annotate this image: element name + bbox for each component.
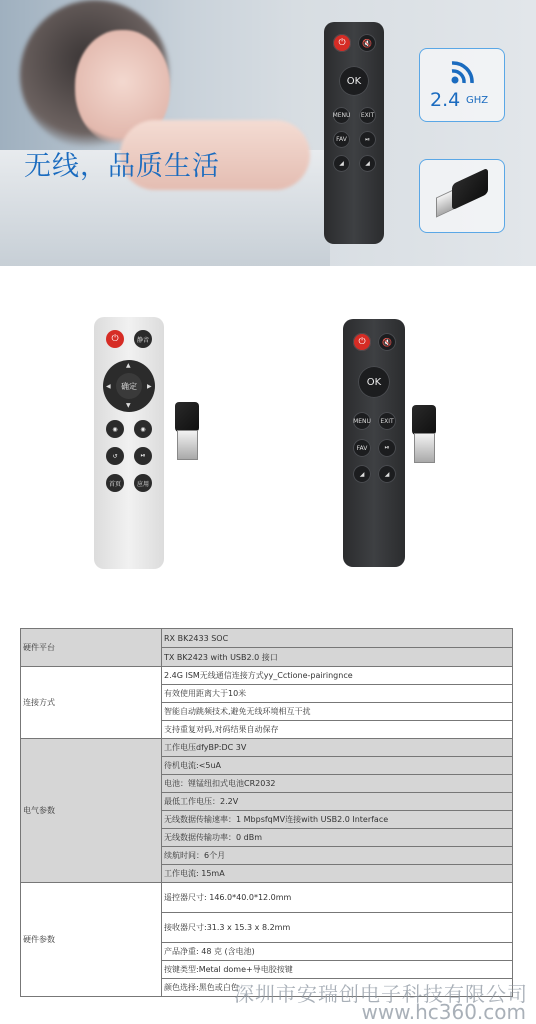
usb-dongle-right bbox=[409, 405, 437, 465]
table-row bbox=[21, 629, 513, 648]
black-remote bbox=[343, 319, 405, 567]
play-pause-icon: ⏯ bbox=[384, 444, 390, 451]
spec-cell: 无线数据传输速率：1 MbpsfqMV连接with USB2.0 Interface bbox=[162, 811, 513, 829]
play-pause-button bbox=[378, 439, 396, 457]
dongle-card bbox=[419, 159, 505, 233]
spec-cell: 智能自动跳频技术,避免无线环境相互干扰 bbox=[162, 703, 513, 721]
category-hardware: 硬件平台 bbox=[21, 629, 162, 667]
fav-button: FAV bbox=[353, 439, 371, 457]
power-button bbox=[333, 34, 351, 52]
home-button: 首页 bbox=[106, 474, 124, 492]
wifi-icon bbox=[450, 57, 476, 85]
spec-cell: 无线数据传输功率：0 dBm bbox=[162, 829, 513, 847]
spec-cell: 电池：锂锰纽扣式电池CR2032 bbox=[162, 775, 513, 793]
spec-cell: 产品净重: 48 克 (含电池) bbox=[162, 943, 513, 961]
play-pause-icon: ⏯ bbox=[140, 452, 146, 459]
spec-cell: 工作电流: 15mA bbox=[162, 865, 513, 883]
exit-button: EXIT bbox=[359, 107, 376, 124]
frequency-unit: GHZ bbox=[466, 95, 489, 106]
spec-cell: 有效使用距离大于10米 bbox=[162, 685, 513, 703]
volume-up-icon: ◉ bbox=[140, 425, 146, 433]
frequency-number: 2.4 bbox=[430, 89, 461, 111]
power-button bbox=[353, 333, 371, 351]
volume-up-icon: ◢ bbox=[384, 470, 390, 478]
banner-remote bbox=[324, 22, 384, 244]
power-button bbox=[106, 330, 124, 348]
arrow-down-icon: ▼ bbox=[126, 402, 131, 409]
mute-button bbox=[358, 34, 376, 52]
table-row bbox=[21, 739, 513, 757]
spec-cell: 颜色选择:黑色或白色 bbox=[162, 979, 513, 997]
slogan-text: 无线，品质生活 bbox=[24, 151, 220, 182]
category-connection: 连接方式 bbox=[21, 667, 162, 739]
volume-up-button bbox=[359, 155, 376, 172]
power-icon: ⏻ bbox=[358, 337, 366, 347]
spec-cell: TX BK2423 with USB2.0 接口 bbox=[162, 648, 513, 667]
category-electrical: 电气参数 bbox=[21, 739, 162, 883]
table-row bbox=[21, 883, 513, 913]
spec-cell: 2.4G ISM无线通信连接方式yy_Cctione-pairingnce bbox=[162, 667, 513, 685]
menu-button: MENU bbox=[333, 107, 350, 124]
spec-table bbox=[20, 628, 513, 997]
play-pause-button bbox=[359, 131, 376, 148]
spec-cell: 支持重复对码,对码结果自动保存 bbox=[162, 721, 513, 739]
fav-button: FAV bbox=[333, 131, 350, 148]
category-hardware-params: 硬件参数 bbox=[21, 883, 162, 997]
spec-cell: 遥控器尺寸: 146.0*40.0*12.0mm bbox=[162, 883, 513, 913]
back-button bbox=[106, 447, 124, 465]
white-remote bbox=[94, 317, 164, 569]
volume-down-icon: ◢ bbox=[339, 160, 344, 167]
frequency-card bbox=[419, 48, 505, 122]
ok-button: 确定 bbox=[116, 373, 142, 399]
volume-down-button bbox=[333, 155, 350, 172]
volume-down-button bbox=[353, 465, 371, 483]
mute-icon: 🔇 bbox=[362, 38, 372, 48]
spec-cell: 最低工作电压：2.2V bbox=[162, 793, 513, 811]
spec-cell: 续航时间：6个月 bbox=[162, 847, 513, 865]
watermark-site: www.hc360.com bbox=[361, 1000, 526, 1024]
power-icon: ⏻ bbox=[111, 334, 119, 344]
watermark-company: 深圳市安瑞创电子科技有限公司 bbox=[234, 982, 528, 1006]
play-pause-icon: ⏯ bbox=[365, 135, 370, 143]
spec-cell: RX BK2433 SOC bbox=[162, 629, 513, 648]
volume-down-icon: ◢ bbox=[359, 470, 365, 478]
volume-up-button bbox=[378, 465, 396, 483]
spec-cell: 工作电压dfyBP:DC 3V bbox=[162, 739, 513, 757]
volume-down-button bbox=[106, 420, 124, 438]
spec-cell: 按键类型:Metal dome+导电胶按键 bbox=[162, 961, 513, 979]
top-banner bbox=[0, 0, 536, 266]
arrow-right-icon: ▶ bbox=[147, 383, 152, 390]
mute-icon: 🔇 bbox=[382, 337, 392, 347]
usb-dongle-image bbox=[434, 172, 494, 222]
app-button: 应用 bbox=[134, 474, 152, 492]
menu-button: MENU bbox=[353, 412, 371, 430]
table-row bbox=[21, 667, 513, 685]
usb-dongle-left bbox=[172, 402, 200, 462]
volume-down-icon: ◉ bbox=[112, 425, 118, 433]
spec-cell: 待机电流:<5uA bbox=[162, 757, 513, 775]
arrow-left-icon: ◀ bbox=[106, 383, 111, 390]
spec-cell: 接收器尺寸:31.3 x 15.3 x 8.2mm bbox=[162, 913, 513, 943]
back-icon: ↺ bbox=[112, 452, 118, 460]
power-icon: ⏻ bbox=[338, 38, 346, 48]
mute-button bbox=[378, 333, 396, 351]
ok-button: OK bbox=[339, 66, 369, 96]
volume-up-icon: ◢ bbox=[365, 160, 370, 167]
exit-button: EXIT bbox=[378, 412, 396, 430]
play-pause-button bbox=[134, 447, 152, 465]
arrow-up-icon: ▲ bbox=[126, 362, 131, 369]
mute-button: 静音 bbox=[134, 330, 152, 348]
volume-up-button bbox=[134, 420, 152, 438]
ok-button: OK bbox=[358, 366, 390, 398]
